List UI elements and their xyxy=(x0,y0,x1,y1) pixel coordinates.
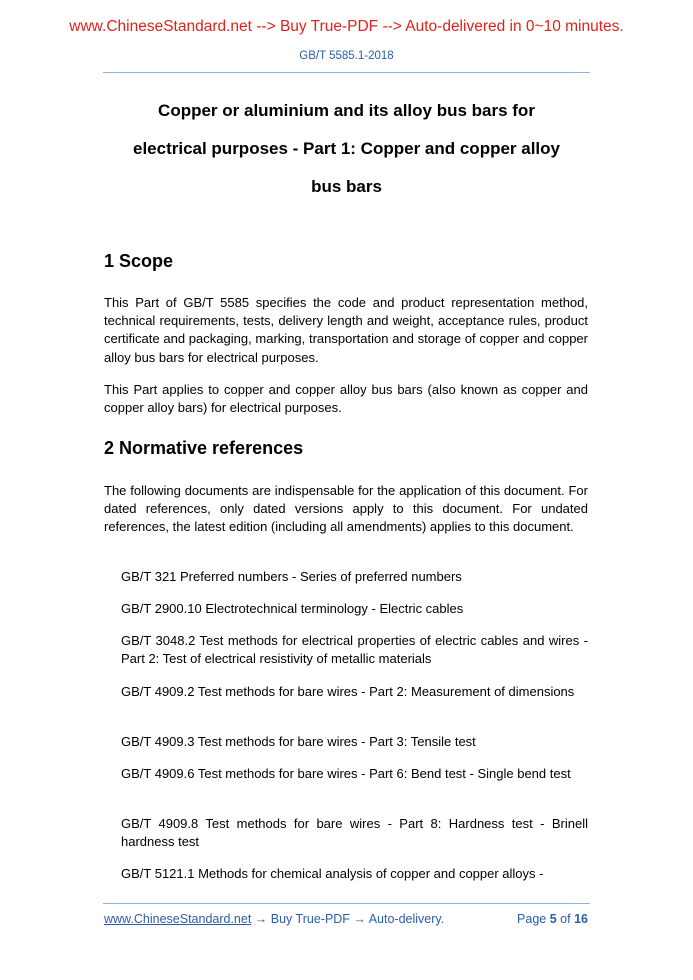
paragraph: This Part of GB/T 5585 specifies the code and product representation method, technical requirements, tests, delivery length and weight, acceptance rules, product certificate and packaging, marking, transportation and storage of copper and copper alloy bus bars for electrical purposes. xyxy=(104,295,588,365)
document-title xyxy=(95,92,598,206)
paragraph: This Part applies to copper and copper alloy bus bars (also known as copper and copper alloy bars) for electrical purposes. xyxy=(104,382,588,416)
page-indicator xyxy=(498,912,588,926)
page-of-label: of xyxy=(560,912,571,926)
reference-item: GB/T 2900.10 Electrotechnical terminology - Electric cables xyxy=(121,601,464,616)
title-line: bus bars xyxy=(311,177,382,196)
paragraph: The following documents are indispensable for the application of this document. For dated references, only dated versions apply to this document. For undated references, the latest edition (including all amendments) applies to this document. xyxy=(104,483,588,535)
standard-code: GB/T 5585.1-2018 xyxy=(299,50,394,62)
footer-divider xyxy=(103,903,590,904)
title-line: electrical purposes - Part 1: Copper and copper alloy xyxy=(132,139,560,158)
top-banner[interactable]: www.ChineseStandard.net --> Buy True-PDF --> Auto-delivered in 0~10 minutes. xyxy=(69,18,624,35)
section-heading-scope: 1 Scope xyxy=(104,251,174,271)
page-label: Page xyxy=(517,912,547,926)
section-heading-normative-references: 2 Normative references xyxy=(104,438,304,458)
reference-item: GB/T 4909.3 Test methods for bare wires - Part 3: Tensile test xyxy=(121,734,476,749)
page-number: 5 xyxy=(549,912,557,926)
header-divider xyxy=(103,72,590,73)
footer-tail: → Buy True-PDF → Auto-delivery. xyxy=(251,912,445,926)
page-total: 16 xyxy=(574,912,588,926)
reference-item: GB/T 4909.6 Test methods for bare wires - Part 6: Bend test - Single bend test xyxy=(121,766,571,781)
title-line: Copper or aluminium and its alloy bus bars for xyxy=(158,101,535,120)
footer-store-link[interactable] xyxy=(104,912,444,926)
reference-item: GB/T 4909.2 Test methods for bare wires - Part 2: Measurement of dimensions xyxy=(121,684,575,699)
reference-item: GB/T 5121.1 Methods for chemical analysis of copper and copper alloys - xyxy=(121,866,544,881)
reference-item: GB/T 4909.8 Test methods for bare wires - Part 8: Hardness test - Brinell hardness test xyxy=(121,816,588,850)
reference-item: GB/T 321 Preferred numbers - Series of preferred numbers xyxy=(121,569,462,584)
reference-item: GB/T 3048.2 Test methods for electrical properties of electric cables and wires - Part 2: Test of electrical resistivity of metallic materials xyxy=(121,633,588,667)
footer-link[interactable]: www.ChineseStandard.net xyxy=(104,912,252,926)
